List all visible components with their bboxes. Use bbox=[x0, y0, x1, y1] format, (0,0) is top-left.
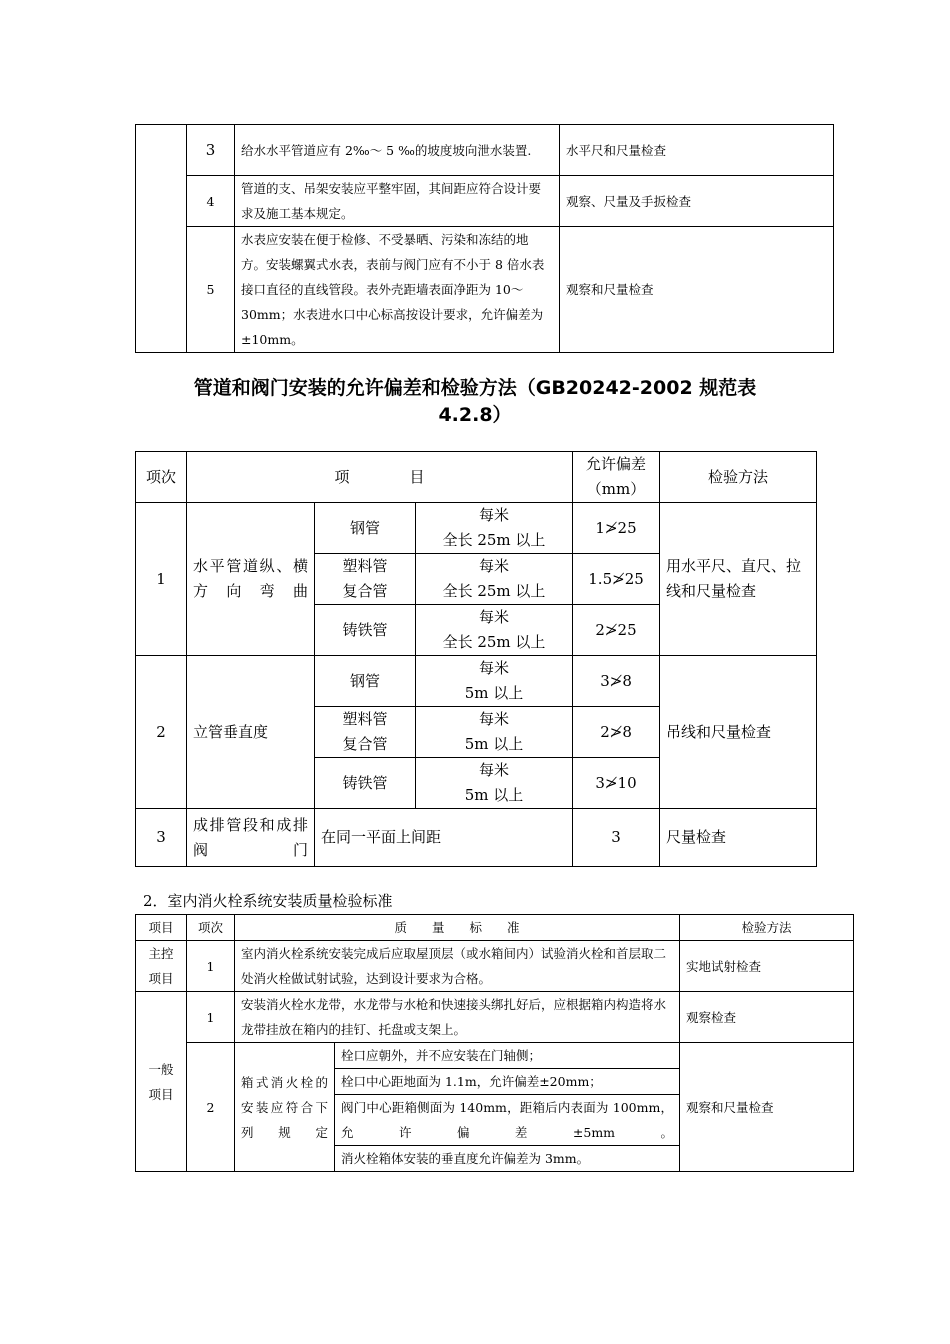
pipe-type: 铸铁管 bbox=[315, 605, 416, 656]
group-item: 水平管道纵、横方向弯曲 bbox=[187, 503, 315, 656]
row-method: 观察、尺量及手扳检查 bbox=[560, 176, 834, 227]
row-no: 5 bbox=[187, 227, 235, 353]
range: 每米 全长 25m 以上 bbox=[416, 605, 573, 656]
group-no: 2 bbox=[136, 656, 187, 809]
sub-requirement: 箱式消火栓的安装应符合下列规定 bbox=[235, 1043, 335, 1172]
main-no: 1 bbox=[187, 941, 235, 992]
header-standard: 质 量 标 准 bbox=[235, 915, 680, 941]
row-standard: 给水水平管道应有 2‰～ 5 ‰的坡度坡向泄水装置. bbox=[235, 125, 560, 176]
pipe-type: 塑料管 复合管 bbox=[315, 554, 416, 605]
pipe-type: 钢管 bbox=[315, 503, 416, 554]
main-standard: 室内消火栓系统安装完成后应取屋顶层（或水箱间内）试验消火栓和首层取二处消火栓做试射试验，达到设计要求为合格。 bbox=[235, 941, 680, 992]
group-method: 用水平尺、直尺、拉线和尺量检查 bbox=[660, 503, 817, 656]
header-tolerance: 允许偏差 （mm） bbox=[573, 452, 660, 503]
row-method: 水平尺和尺量检查 bbox=[560, 125, 834, 176]
sub-item: 栓口中心距地面为 1.1m，允许偏差±20mm； bbox=[335, 1069, 680, 1095]
section-heading: 2．室内消火栓系统安装质量检验标准 bbox=[143, 892, 393, 910]
sub-item: 阀门中心距箱侧面为 140mm，距箱后内表面为 100mm，允许偏差±5mm。 bbox=[335, 1095, 680, 1146]
tolerance: 3≯10 bbox=[573, 758, 660, 809]
tolerance: 3 bbox=[573, 809, 660, 867]
general-method: 观察和尺量检查 bbox=[680, 1043, 854, 1172]
title-line-1: 管道和阀门安装的允许偏差和检验方法（GB20242-2002 规范表 bbox=[193, 377, 757, 399]
item-cell-empty bbox=[136, 125, 187, 353]
pipe-type: 铸铁管 bbox=[315, 758, 416, 809]
group-no: 3 bbox=[136, 809, 187, 867]
header-no: 项次 bbox=[187, 915, 235, 941]
header-item: 项 目 bbox=[187, 452, 573, 503]
sub-item: 栓口应朝外，并不应安装在门轴侧； bbox=[335, 1043, 680, 1069]
row-no: 4 bbox=[187, 176, 235, 227]
row-method: 观察和尺量检查 bbox=[560, 227, 834, 353]
pipe-type: 塑料管 复合管 bbox=[315, 707, 416, 758]
main-item: 主控项目 bbox=[136, 941, 187, 992]
tolerance: 2≯25 bbox=[573, 605, 660, 656]
group-no: 1 bbox=[136, 503, 187, 656]
sub-item: 消火栓箱体安装的垂直度允许偏差为 3mm。 bbox=[335, 1146, 680, 1172]
row-no: 3 bbox=[187, 125, 235, 176]
main-method: 实地试射检查 bbox=[680, 941, 854, 992]
general-no: 2 bbox=[187, 1043, 235, 1172]
tolerance: 1.5≯25 bbox=[573, 554, 660, 605]
pipe-type: 钢管 bbox=[315, 656, 416, 707]
group-item: 立管垂直度 bbox=[187, 656, 315, 809]
fire-hydrant-standard-table bbox=[135, 914, 854, 1172]
group-item: 成排管段和成排阀门 bbox=[187, 809, 315, 867]
range: 每米 5m 以上 bbox=[416, 656, 573, 707]
general-method: 观察检查 bbox=[680, 992, 854, 1043]
general-item: 一般项目 bbox=[136, 992, 187, 1172]
pipe-install-table-continued bbox=[135, 124, 834, 353]
row-standard: 管道的支、吊架安装应平整牢固，其间距应符合设计要求及施工基本规定。 bbox=[235, 176, 560, 227]
range: 在同一平面上间距 bbox=[315, 809, 573, 867]
tolerance: 3≯8 bbox=[573, 656, 660, 707]
general-no: 1 bbox=[187, 992, 235, 1043]
range: 每米 全长 25m 以上 bbox=[416, 554, 573, 605]
group-method: 吊线和尺量检查 bbox=[660, 656, 817, 809]
range: 每米 全长 25m 以上 bbox=[416, 503, 573, 554]
row-standard: 水表应安装在便于检修、不受暴晒、污染和冻结的地方。安装螺翼式水表，表前与阀门应有不小于 8 倍水表接口直径的直线管段。表外壳距墙表面净距为 10～30mm；水表进水口中心标高按设计要求，允许偏差为±10mm。 bbox=[235, 227, 560, 353]
group-method: 尺量检查 bbox=[660, 809, 817, 867]
title-line-2: 4.2.8） bbox=[438, 404, 512, 426]
header-method: 检验方法 bbox=[680, 915, 854, 941]
header-item: 项目 bbox=[136, 915, 187, 941]
header-no: 项次 bbox=[136, 452, 187, 503]
table-title bbox=[135, 375, 815, 429]
range: 每米 5m 以上 bbox=[416, 707, 573, 758]
tolerance: 1≯25 bbox=[573, 503, 660, 554]
tolerance: 2≯8 bbox=[573, 707, 660, 758]
general-standard: 安装消火栓水龙带，水龙带与水枪和快速接头绑扎好后，应根据箱内构造将水龙带挂放在箱内的挂钉、托盘或支架上。 bbox=[235, 992, 680, 1043]
pipe-valve-tolerance-table bbox=[135, 451, 817, 867]
header-method: 检验方法 bbox=[660, 452, 817, 503]
range: 每米 5m 以上 bbox=[416, 758, 573, 809]
